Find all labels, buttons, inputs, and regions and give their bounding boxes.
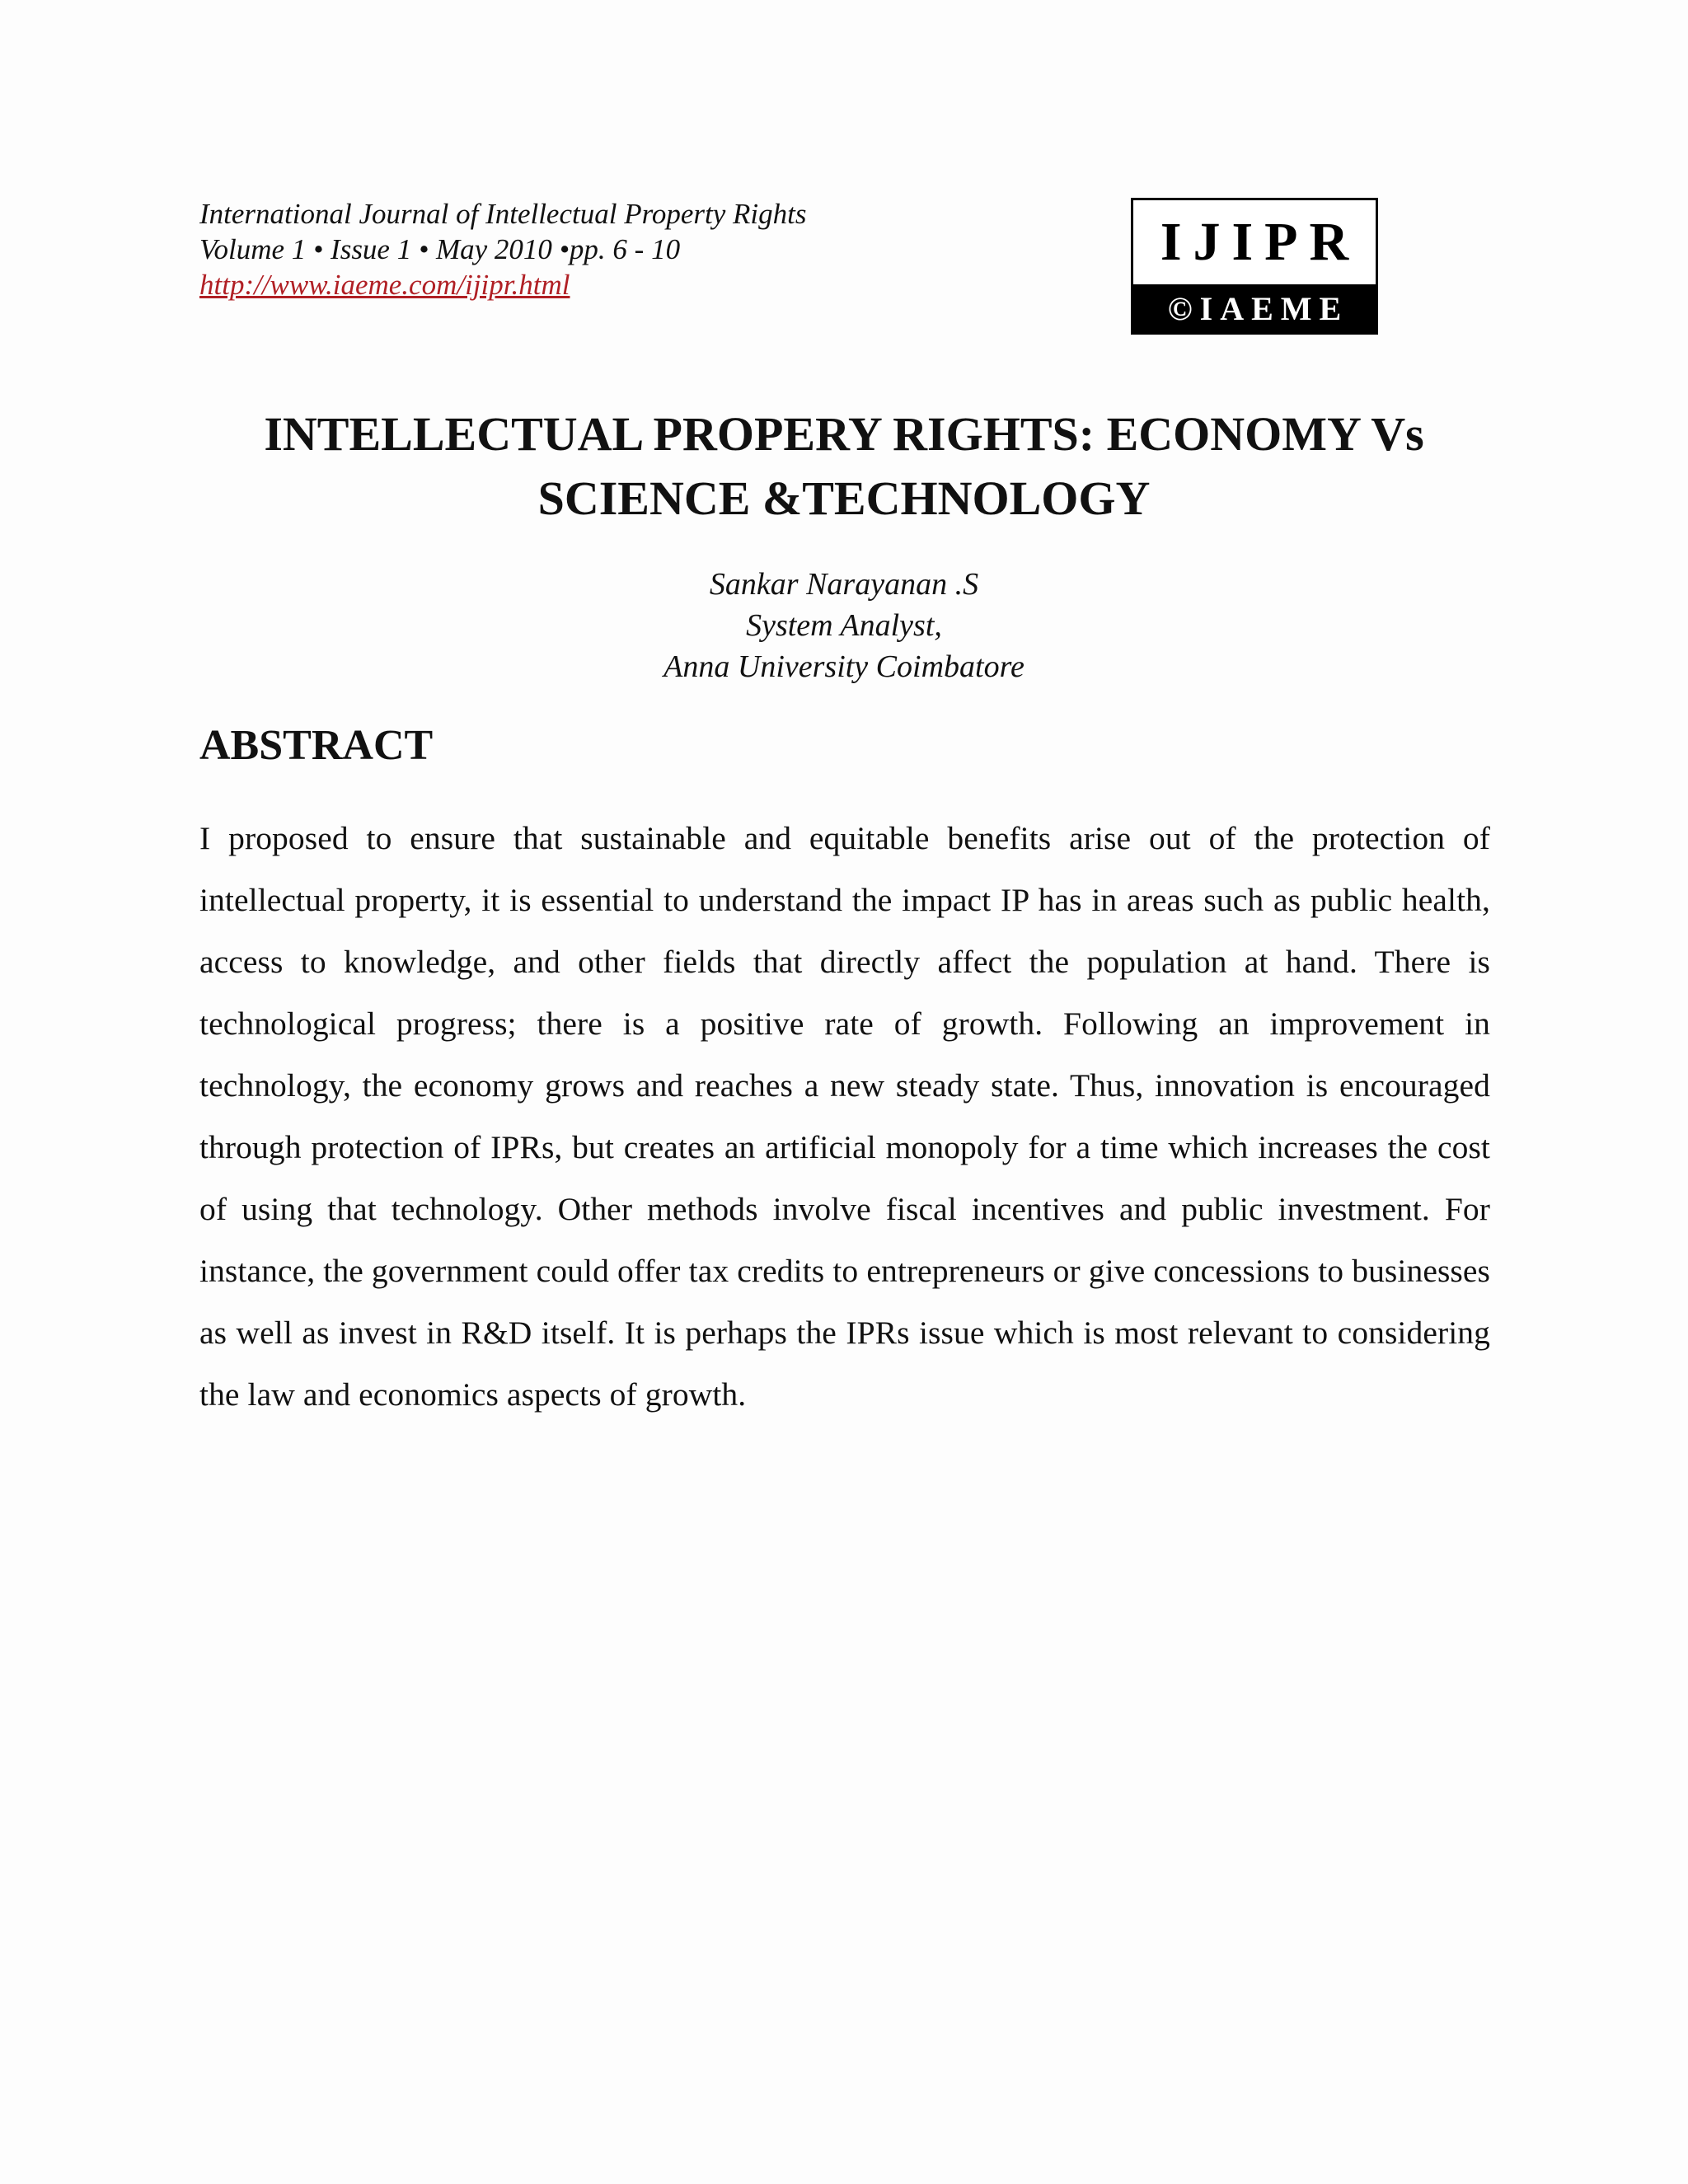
journal-logo [1131, 198, 1378, 335]
author-block [346, 564, 1342, 687]
paper-title: INTELLECTUAL PROPERY RIGHTS: ECONOMY Vs SCIENCE &TECHNOLOGY [264, 407, 1424, 525]
author-role: System Analyst, [746, 608, 942, 643]
volume-issue-line: Volume 1 • Issue 1 • May 2010 •pp. 6 - 10 [199, 233, 681, 265]
abstract-heading: ABSTRACT [199, 722, 434, 769]
logo-publisher: ©IAEME [1133, 284, 1376, 332]
journal-name: International Journal of Intellectual Property Rights [199, 198, 807, 230]
logo-acronym: IJIPR [1160, 212, 1361, 272]
author-name: Sankar Narayanan .S [709, 567, 979, 602]
abstract-body: I proposed to ensure that sustainable and equitable benefits arise out of the protection of intellectual property, it is essential to understand the impact IP has in areas such as public health, access to knowledge, and other fields that directly affect the population at hand. There is technological progress; there is a positive rate of growth. Following an improvement in technology, the economy grows and reaches a new steady state. Thus, innovation is encouraged through protection of IPRs, but creates an artificial monopoly for a time which increases the cost of using that technology. Other methods involve fiscal incentives and public investment. For instance, the government could offer tax credits to entrepreneurs or give concessions to businesses as well as invest in R&D itself. It is perhaps the IPRs issue which is most relevant to considering the law and economics aspects of growth. [199, 820, 1490, 1413]
journal-url-link[interactable]: http://www.iaeme.com/ijipr.html [199, 269, 570, 301]
author-affiliation: Anna University Coimbatore [663, 649, 1025, 684]
journal-header [199, 196, 941, 302]
